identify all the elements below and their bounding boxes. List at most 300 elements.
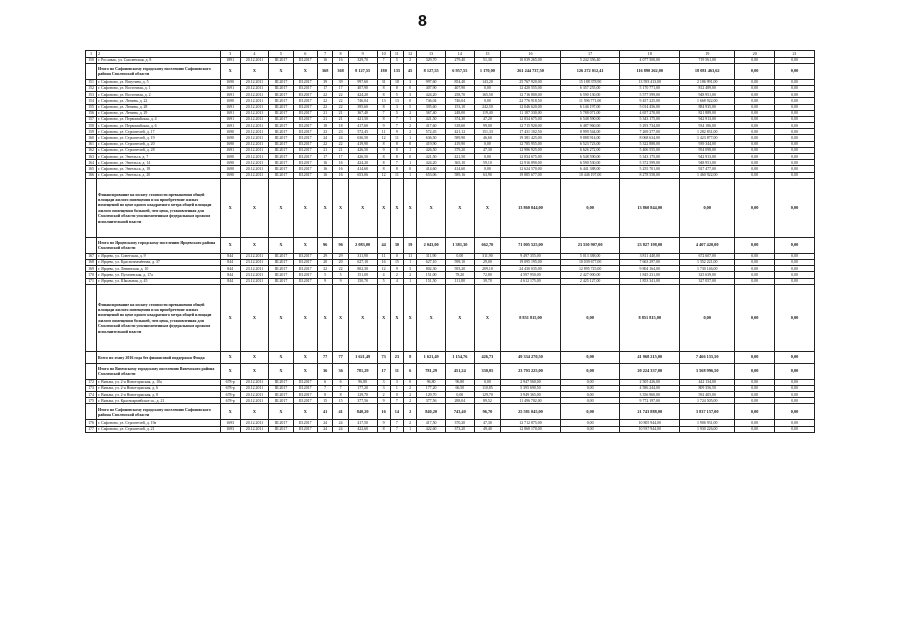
table-cell: 1 352 221,00	[680, 259, 735, 265]
table-cell: 927 477,00	[680, 166, 735, 172]
table-cell: 8	[317, 392, 332, 398]
table-cell: 5 372 599,00	[620, 160, 680, 166]
table-cell: 840,20	[417, 404, 446, 420]
table-cell: III.2017	[293, 57, 317, 63]
table-cell: 5	[269, 51, 293, 58]
table-cell: 1 853 341,00	[620, 278, 680, 284]
table-cell: 627,10	[348, 259, 377, 265]
table-cell: 20.12.2011	[240, 135, 269, 141]
table-cell: 421,50	[348, 116, 377, 122]
table-cell: III.2017	[269, 259, 293, 265]
table-cell: X	[348, 284, 377, 351]
table-cell: X	[377, 284, 390, 351]
table-cell: III.2017	[293, 85, 317, 91]
table-cell: г. Сафоново, ул. Строителей, д. 19	[97, 135, 221, 141]
table-cell: 6 487 960,00	[560, 123, 620, 129]
table-cell: 23	[333, 129, 348, 135]
table-cell: 0,00	[735, 237, 775, 253]
table-cell: 66,50	[445, 385, 474, 391]
table-cell: 0,00	[735, 79, 775, 85]
table-cell: 678-р	[220, 392, 240, 398]
table-cell: 0,00	[775, 110, 815, 116]
table-cell: III.2017	[293, 392, 317, 398]
table-cell: 1	[404, 135, 417, 141]
table-cell: 653,06	[348, 172, 377, 178]
table-cell: 0,00	[775, 284, 815, 351]
table-cell: 0	[404, 98, 417, 104]
table-cell: 0,00	[445, 392, 474, 398]
table-cell: 1 724 505,00	[680, 398, 735, 404]
table-cell: 0,00	[680, 178, 735, 237]
table-cell	[86, 63, 97, 79]
table-cell: г. Вязьма, ул. Красноармейское ш., д. 21	[97, 398, 221, 404]
table-cell: 5 788 071,00	[560, 110, 620, 116]
table-cell: 12 624 570,00	[501, 166, 561, 172]
table-cell: X	[293, 363, 317, 379]
table-cell: 1 668 922,00	[680, 98, 735, 104]
table-cell: 1691	[220, 92, 240, 98]
table-cell: 3	[404, 79, 417, 85]
table-cell: г. Сафоново, ул. Энгельса, д. 7	[97, 154, 221, 160]
table-cell: 12 834 675,00	[501, 154, 561, 160]
table-cell: 17 431 102,50	[501, 129, 561, 135]
table-cell: 159	[86, 129, 97, 135]
table-cell: 8	[377, 116, 390, 122]
table-cell: 6 590 130,00	[560, 92, 620, 98]
table-cell: X	[333, 178, 348, 237]
table-cell: 9	[390, 266, 403, 272]
table-cell: 0,00	[775, 278, 815, 284]
table-cell: 23.12.2011	[240, 278, 269, 284]
table-cell: 5 013 388,00	[560, 253, 620, 259]
table-cell: III.2017	[293, 172, 317, 178]
table-cell: 934 186,00	[680, 123, 735, 129]
table-cell: 12 712 875,00	[501, 420, 561, 426]
table-cell: 330,05	[474, 363, 501, 379]
table-cell	[86, 237, 97, 253]
table-cell: 719 561,00	[680, 57, 735, 63]
table-cell: X	[220, 63, 240, 79]
table-cell: 16	[317, 160, 332, 166]
table-cell: X	[390, 284, 403, 351]
table-cell: 17	[333, 85, 348, 91]
table-cell: 47,30	[474, 420, 501, 426]
table-cell: 166	[86, 172, 97, 178]
table-cell: 9	[377, 147, 390, 153]
table-cell: III.2017	[269, 154, 293, 160]
table-cell: 414,60	[348, 166, 377, 172]
table-cell: 51,30	[474, 57, 501, 63]
table-cell: 7	[390, 426, 403, 432]
table-cell: X	[474, 284, 501, 351]
table-cell: 12 420 555,00	[501, 85, 561, 91]
table-cell: 20.12.2011	[240, 379, 269, 385]
table-cell: 10 039 677,00	[560, 259, 620, 265]
table-cell: г. Сафоново, ул. Строителей, д. 19а	[97, 420, 221, 426]
table-cell: X	[220, 178, 240, 237]
table-cell: X	[240, 63, 269, 79]
table-cell: 0,00	[735, 253, 775, 259]
table-cell: 13	[417, 51, 446, 58]
table-cell: 1693	[220, 420, 240, 426]
table-cell: 242,50	[474, 104, 501, 110]
table-cell: 8	[377, 85, 390, 91]
table-cell: г. Сафоново, ул. Восточная, д. 2	[97, 92, 221, 98]
table-cell: X	[348, 178, 377, 237]
table-cell: 636,50	[348, 135, 377, 141]
table-cell: 1690	[220, 129, 240, 135]
table-cell: X	[377, 178, 390, 237]
table-cell: 2	[404, 385, 417, 391]
table-cell: 22	[333, 92, 348, 98]
table-cell: 0,00	[474, 379, 501, 385]
table-cell: 1 460 922,00	[680, 172, 735, 178]
table-cell: 8 068 634,00	[620, 135, 680, 141]
table-cell: 8	[377, 426, 390, 432]
table-cell: Итого по Сафоновскому городскому поселению Сафоновского района Смоленской области	[97, 63, 221, 79]
table-cell: 0	[404, 154, 417, 160]
table-cell: 7	[390, 116, 403, 122]
table-cell: 0,00	[735, 404, 775, 420]
table-cell: 22	[317, 141, 332, 147]
table-cell: г. Сафоново, ул. Энгельса, д. 18	[97, 166, 221, 172]
table-cell: 177	[86, 426, 97, 432]
table-cell: 0,00	[735, 110, 775, 116]
table-cell: 157	[86, 116, 97, 122]
table-cell: 77	[333, 351, 348, 363]
table-cell: 3	[390, 104, 403, 110]
table-cell: 8	[390, 154, 403, 160]
table-cell: 22 776 918,50	[501, 98, 561, 104]
table-cell: X	[220, 363, 240, 379]
table-cell: 8	[390, 147, 403, 153]
table-cell: 16	[333, 57, 348, 63]
table-cell: 39	[333, 79, 348, 85]
table-cell: 44	[377, 237, 390, 253]
table-cell	[86, 284, 97, 351]
table-cell: 1691	[220, 104, 240, 110]
table-cell: 2 425 127,00	[560, 278, 620, 284]
table-cell: III.2017	[269, 135, 293, 141]
table-cell: III.2017	[293, 379, 317, 385]
table-cell: 2	[404, 404, 417, 420]
table-cell: III.2017	[293, 123, 317, 129]
table-cell: 5 395 690,50	[501, 385, 561, 391]
table-cell: 177,20	[417, 385, 446, 391]
table-cell: X	[404, 284, 417, 351]
table-cell: 0	[404, 141, 417, 147]
table-cell: 1	[404, 116, 417, 122]
table-cell: 151,33	[474, 129, 501, 135]
table-cell: 29	[333, 253, 348, 259]
table-cell: 9 804 164,00	[620, 266, 680, 272]
table-cell: 1 930 226,00	[680, 426, 735, 432]
table-cell: 29	[317, 253, 332, 259]
table-cell: 0,00	[775, 266, 815, 272]
table-cell: 0,00	[735, 141, 775, 147]
table-cell: 13	[377, 98, 390, 104]
table-cell: 25 581 045,00	[501, 404, 561, 420]
table-cell: 1	[390, 385, 403, 391]
table-total-row	[86, 351, 815, 363]
table-cell: III.2017	[269, 123, 293, 129]
table-cell: 0,00	[775, 85, 815, 91]
table-cell: III.2017	[293, 154, 317, 160]
table-cell: 143,20	[474, 79, 501, 85]
table-cell: 1690	[220, 160, 240, 166]
table-cell: 426,50	[348, 154, 377, 160]
table-cell: 0,00	[735, 278, 775, 284]
table-cell: III.2017	[269, 104, 293, 110]
table-cell: III.2017	[293, 110, 317, 116]
table-cell: 45	[404, 63, 417, 79]
table-cell: 377,56	[348, 398, 377, 404]
table-cell: 0,00	[735, 351, 775, 363]
table-cell: 25 767 920,00	[501, 79, 561, 85]
table-cell: 7	[390, 123, 403, 129]
table-cell: 17	[377, 363, 390, 379]
table-cell: 180	[377, 63, 390, 79]
table-cell: 678-р	[220, 379, 240, 385]
table-cell: X	[417, 284, 446, 351]
table-cell: 8 999 544,00	[560, 129, 620, 135]
table-cell: X	[220, 284, 240, 351]
table-cell: X	[404, 178, 417, 237]
table-cell: 7	[377, 110, 390, 116]
table-cell: 9	[348, 51, 377, 58]
table-cell: 15 188 378,90	[560, 79, 620, 85]
table-cell: 8	[377, 160, 390, 166]
table-cell: 1690	[220, 79, 240, 85]
table-cell: 47,20	[474, 116, 501, 122]
table-cell: 116 890 262,00	[620, 63, 680, 79]
table-cell: 3 949 365,00	[501, 392, 561, 398]
table-cell: 0,00	[445, 253, 474, 259]
table-cell: 1691	[220, 116, 240, 122]
table-cell: 395,60	[417, 104, 446, 110]
table-cell: г. Ярцево, ул. Ленинская, д. 10	[97, 266, 221, 272]
table-total-row	[86, 63, 815, 79]
table-cell: 948 951,00	[680, 92, 735, 98]
table-cell: 781,29	[348, 363, 377, 379]
table-cell: 0,00	[560, 404, 620, 420]
table-cell: 7	[317, 385, 332, 391]
table-cell: 318,60	[445, 123, 474, 129]
table-total-row	[86, 404, 815, 420]
table-cell: 19 095 195,00	[501, 259, 561, 265]
table-cell: III.2017	[269, 141, 293, 147]
table-cell: 1	[404, 278, 417, 284]
table-cell: III.2017	[269, 398, 293, 404]
table-cell: 5	[317, 272, 332, 278]
table-cell: 422,60	[417, 426, 446, 432]
table-cell: X	[293, 63, 317, 79]
table-cell: X	[240, 404, 269, 420]
table-cell: X	[269, 237, 293, 253]
table-cell: 4 657 270,00	[620, 110, 680, 116]
table-cell: III.2017	[293, 278, 317, 284]
table-cell: X	[220, 237, 240, 253]
table-cell: 424,20	[417, 160, 446, 166]
table-cell: 0	[404, 85, 417, 91]
table-cell: X	[293, 351, 317, 363]
table-cell: 155	[86, 104, 97, 110]
table-cell: 678-р	[220, 398, 240, 404]
table-cell: III.2017	[269, 98, 293, 104]
table-cell: 5 577 599,00	[620, 92, 680, 98]
table-cell: 14	[390, 404, 403, 420]
table-cell: 407,90	[445, 85, 474, 91]
table-cell: 0,00	[735, 392, 775, 398]
table-cell: III.2017	[293, 398, 317, 404]
table-cell: 329,70	[348, 57, 377, 63]
table-cell: 743,40	[445, 404, 474, 420]
table-cell: 2	[377, 392, 390, 398]
table-cell: III.2017	[293, 135, 317, 141]
table-cell: 156	[86, 110, 97, 116]
table-cell: 0,00	[560, 178, 620, 237]
table-cell: 1 154,76	[445, 351, 474, 363]
table-cell: 119,40	[474, 110, 501, 116]
table-cell: III.2017	[269, 266, 293, 272]
table-cell: 0,00	[775, 166, 815, 172]
table-cell: 17	[560, 51, 620, 58]
table-cell: 0,00	[735, 272, 775, 278]
table-cell: 9	[390, 129, 403, 135]
table-cell: Финансирование на оплату стоимости превышения общей площади жилого помещения и на приобретение жилых помещений по цене одного квадратного метра общей площади жилого помещения большей, чем цена, установленная для Смоленской области уполномоченным федеральным органом исполнительной власти	[97, 178, 221, 237]
table-cell: 21	[317, 110, 332, 116]
table-cell: 12	[377, 172, 390, 178]
table-cell: 0,00	[775, 272, 815, 278]
table-cell: 0,00	[775, 420, 815, 426]
table-cell: 8 278 558,00	[620, 172, 680, 178]
table-cell: 0	[390, 392, 403, 398]
table-cell: 589,90	[445, 135, 474, 141]
table-cell: г. Сафоново, ул. Строителей, д. 20	[97, 141, 221, 147]
table-cell: III.2017	[293, 266, 317, 272]
table-cell: III.2017	[269, 172, 293, 178]
table-cell: 163	[86, 154, 97, 160]
table-cell: 0,00	[775, 135, 815, 141]
table-cell	[86, 351, 97, 363]
table-cell: 46,60	[474, 135, 501, 141]
table-cell: 11	[390, 172, 403, 178]
table-cell: 0,00	[560, 363, 620, 379]
table-cell: 23 793 225,00	[501, 363, 561, 379]
table-cell: 2	[404, 272, 417, 278]
table-cell: III.2017	[293, 104, 317, 110]
table-cell: 395,60	[348, 104, 377, 110]
table-total-row	[86, 284, 815, 351]
table-cell: г. Сафоново, ул. Энгельса, д. 20	[97, 172, 221, 178]
table-cell: 15	[474, 51, 501, 58]
table-cell: 0,00	[735, 385, 775, 391]
table-cell: 20 224 337,00	[620, 363, 680, 379]
table-cell: 22	[317, 266, 332, 272]
table-cell: 152	[86, 85, 97, 91]
table-cell: 16	[317, 172, 332, 178]
table-cell: 1	[404, 172, 417, 178]
table-cell: 89,52	[474, 398, 501, 404]
table-cell: 165,50	[474, 92, 501, 98]
table-cell: 288,04	[445, 398, 474, 404]
table-cell: 7	[390, 398, 403, 404]
table-cell: 419,90	[445, 141, 474, 147]
table-cell: 0,00	[735, 172, 775, 178]
table-cell: 844	[220, 253, 240, 259]
table-cell: г. Сафоново, ул. Строителей, д. 21	[97, 426, 221, 432]
table-cell: 12	[377, 135, 390, 141]
table-cell: 0,00	[735, 426, 775, 432]
table-cell: 11	[404, 253, 417, 259]
table-cell: 20.12.2011	[240, 172, 269, 178]
table-cell: 678-р	[220, 385, 240, 391]
table-cell: 21	[333, 147, 348, 153]
table-cell: 2	[97, 51, 221, 58]
table-cell: 0,00	[735, 398, 775, 404]
table-cell: 1 730 146,00	[680, 266, 735, 272]
table-cell: 954 098,00	[680, 147, 735, 153]
table-cell: 373,20	[445, 426, 474, 432]
table-cell: 0,00	[735, 116, 775, 122]
table-cell: 3	[404, 266, 417, 272]
table-cell: III.2017	[293, 166, 317, 172]
table-cell: 150	[86, 57, 97, 63]
table-cell: 1	[404, 147, 417, 153]
table-cell: 426,50	[348, 147, 377, 153]
table-cell: 9 772 197,00	[620, 398, 680, 404]
table-cell: X	[293, 284, 317, 351]
table-cell: 11 496 702,00	[501, 398, 561, 404]
table-cell: 177,20	[348, 385, 377, 391]
table-cell: 162	[86, 147, 97, 153]
table-cell: X	[269, 63, 293, 79]
table-cell: 0,00	[735, 123, 775, 129]
table-cell: 72,80	[474, 272, 501, 278]
table-cell	[86, 363, 97, 379]
table-cell: 23.12.2011	[240, 266, 269, 272]
table-cell: III.2017	[293, 253, 317, 259]
table-cell: 13	[390, 98, 403, 104]
table-cell: 21	[333, 116, 348, 122]
table-cell: 844	[220, 259, 240, 265]
table-cell: 802,30	[417, 266, 446, 272]
table-row	[86, 426, 815, 432]
table-cell: 1 906 931,00	[680, 420, 735, 426]
table-cell: 22	[317, 92, 332, 98]
table-cell: 948 951,00	[680, 160, 735, 166]
table-cell: 175	[86, 398, 97, 404]
table-cell: 5 406 555,00	[620, 147, 680, 153]
table-cell: 6 357 255,00	[560, 85, 620, 91]
table-cell: 844	[220, 278, 240, 284]
table-cell: 653,06	[417, 172, 446, 178]
table-cell: 16	[377, 259, 390, 265]
table-cell: 0,00	[735, 135, 775, 141]
table-cell: 13 860 844,00	[501, 178, 561, 237]
table-cell: 12 715 920,00	[501, 123, 561, 129]
table-cell: г. Сафоново, ул. Строителей, д. 28	[97, 147, 221, 153]
table-cell: 2	[404, 110, 417, 116]
table-cell: г. Сафоново, ул. Восточная, д. 1	[97, 85, 221, 91]
table-cell: 10 937 944,00	[620, 426, 680, 432]
table-cell: 2 947 560,00	[501, 379, 561, 385]
table-cell: X	[445, 178, 474, 237]
table-cell: 20.12.2011	[240, 110, 269, 116]
table-cell: Итого по Ярцевскому городскому поселению Ярцевского района Смоленской области	[97, 237, 221, 253]
table-cell: 414,60	[417, 166, 446, 172]
table-cell: 8	[404, 351, 417, 363]
